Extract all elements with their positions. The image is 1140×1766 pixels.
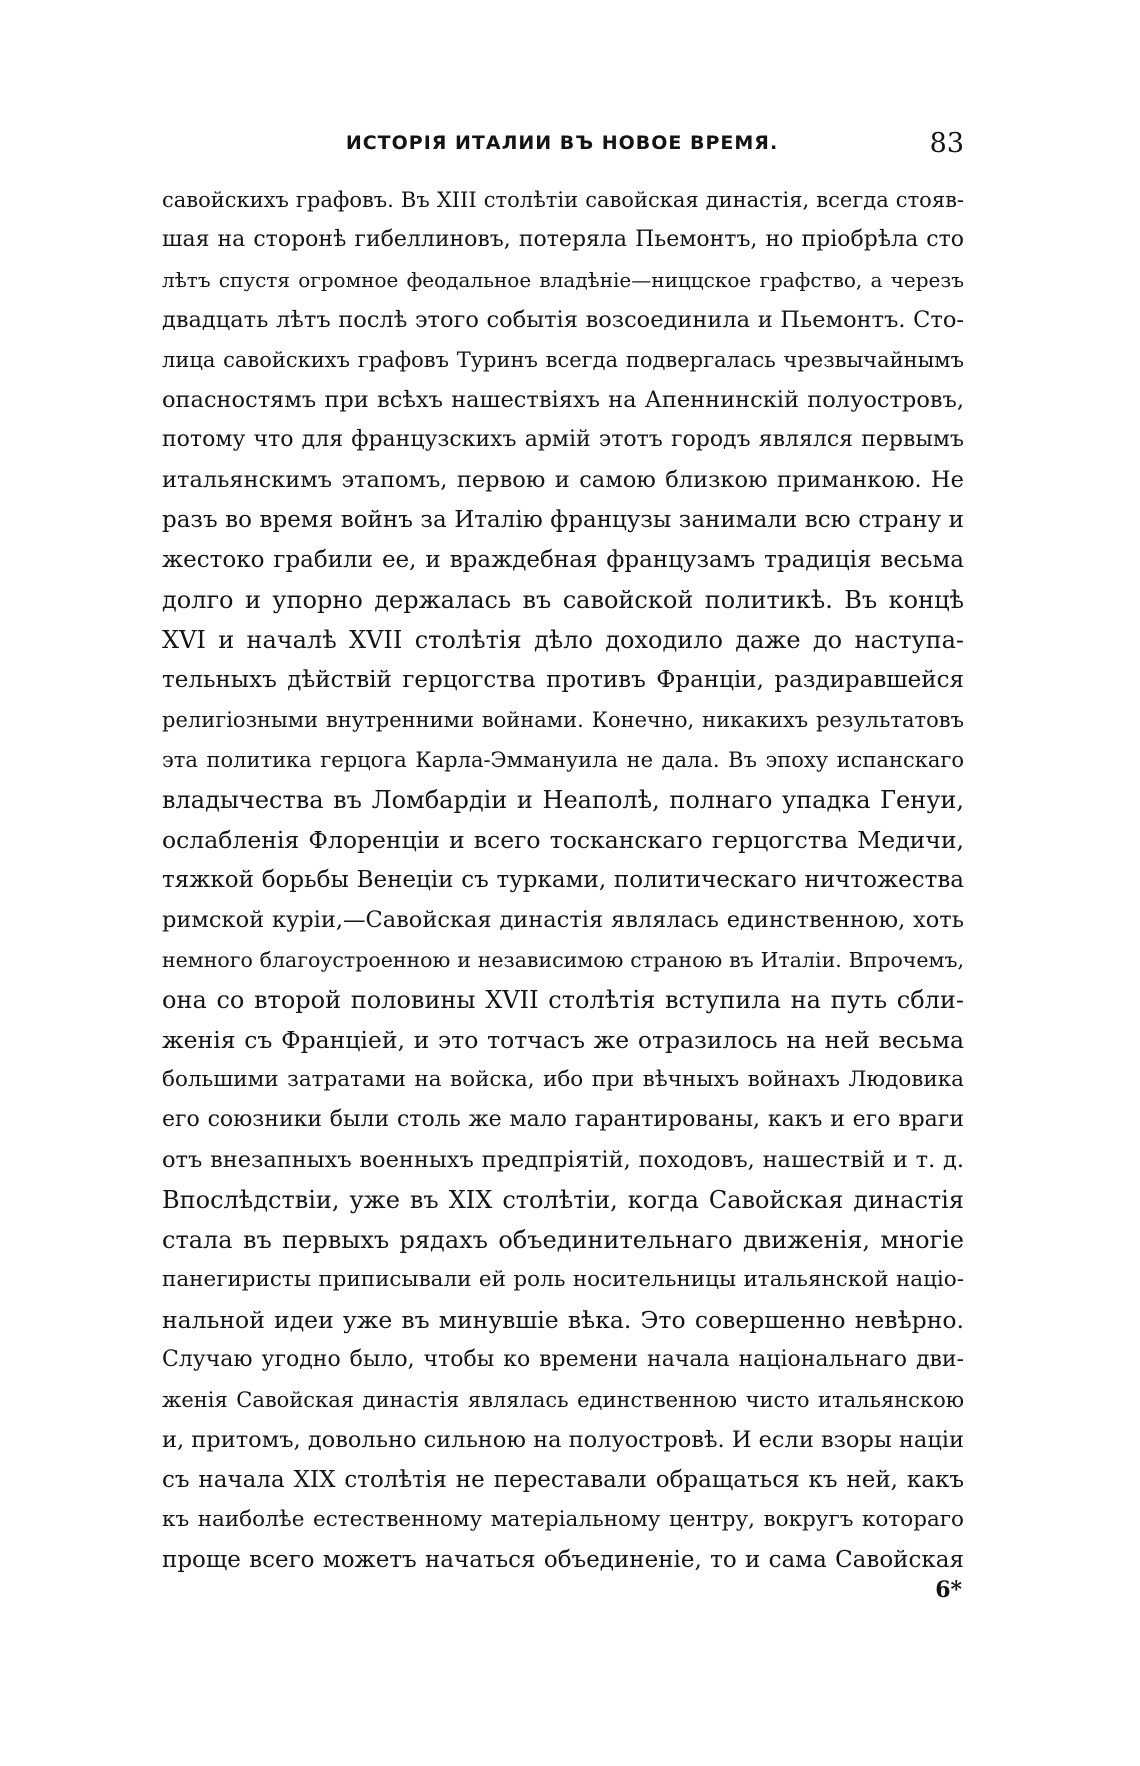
text-line: его союзники были столь же мало гарантированы, какъ и его враги [162,1107,964,1132]
text-line: религіозными внутренними войнами. Конечно, никакихъ результатовъ [162,708,964,732]
text-line: жестоко грабили ее, и враждебная французамъ традиція весьма [162,547,964,573]
text-line: съ начала XIX столѣтія не переставали обращаться къ ней, какъ [162,1467,964,1493]
text-line: долго и упорно держалась въ савойской политикѣ. Въ концѣ [162,586,964,614]
text-line: Впослѣдствіи, уже въ XIX столѣтіи, когда Савойская династія [162,1186,964,1214]
text-line: къ наиболѣе естественному матеріальному центру, вокругъ котораго [162,1507,964,1532]
text-line: немного благоустроенною и независимою страною въ Италіи. Впрочемъ, [162,948,964,972]
text-line: шая на сторонѣ гибеллиновъ, потеряла Пьемонтъ, но пріобрѣла сто [162,227,964,252]
page-number: 83 [929,128,964,159]
text-line: стала въ первыхъ рядахъ объединительнаго движенія, многіе [162,1226,964,1254]
text-line: панегиристы приписывали ей роль носительницы итальянской націо- [162,1267,964,1292]
text-line: и, притомъ, довольно сильною на полуостровѣ. И если взоры націи [162,1427,964,1453]
text-line: савойскихъ графовъ. Въ XIII столѣтіи савойская династія, всегда стояв- [162,188,964,212]
text-line: она со второй половины XVII столѣтія вступила на путь сбли- [162,986,964,1014]
text-line: большими затратами на войска, ибо при вѣчныхъ войнахъ Людовика [162,1067,964,1092]
text-line: эта политика герцога Карла-Эммануила не дала. Въ эпоху испанскаго [162,748,964,772]
text-line: Случаю угодно было, чтобы ко времени начала національнаго дви- [162,1347,964,1372]
text-line: итальянскимъ этапомъ, первою и самою близкою приманкою. Не [162,467,964,493]
text-line: тельныхъ дѣйствій герцогства противъ Франціи, раздиравшейся [162,667,964,693]
text-line: женія Савойская династія являлась единственною чисто итальянскою [162,1388,964,1412]
text-line: двадцать лѣтъ послѣ этого событія возсоединила и Пьемонтъ. Сто- [162,307,964,333]
text-line: нальной идеи уже въ минувшіе вѣка. Это совершенно невѣрно. [162,1306,964,1334]
text-line: потому что для французскихъ армій этотъ городъ являлся первымъ [162,427,964,452]
text-line: отъ внезапныхъ военныхъ предпріятій, походовъ, нашествій и т. д. [162,1147,964,1173]
text-line: лѣтъ спустя огромное феодальное владѣніе—ниццское графство, а черезъ [162,268,964,292]
text-line: тяжкой борьбы Венеціи съ турками, политическаго ничтожества [162,867,964,893]
text-line: римской куріи,—Савойская династія являлась единственною, хоть [162,907,964,933]
signature-mark: 6* [935,1577,962,1603]
text-line: лица савойскихъ графовъ Туринъ всегда подвергалась чрезвычайнымъ [162,348,964,372]
text-line: XVI и началѣ XVII столѣтія дѣло доходило даже до наступа- [162,626,964,654]
running-head [160,128,964,158]
text-line: владычества въ Ломбардіи и Неаполѣ, полнаго упадка Генуи, [162,786,964,814]
text-line: разъ во время войнъ за Италію французы занимали всю страну и [162,507,964,533]
text-line: ослабленія Флоренціи и всего тосканскаго герцогства Медичи, [162,826,964,854]
running-title: ИСТОРІЯ ИТАЛИИ ВЪ НОВОЕ ВРЕМЯ. [345,132,779,154]
body-text [162,180,964,1580]
text-line: проще всего можетъ начаться объединеніе, то и сама Савойская [162,1547,964,1573]
text-line: женія съ Франціей, и это тотчасъ же отразилось на ней весьма [162,1026,964,1054]
text-line: опасностямъ при всѣхъ нашествіяхъ на Апеннинскій полуостровъ, [162,387,964,413]
